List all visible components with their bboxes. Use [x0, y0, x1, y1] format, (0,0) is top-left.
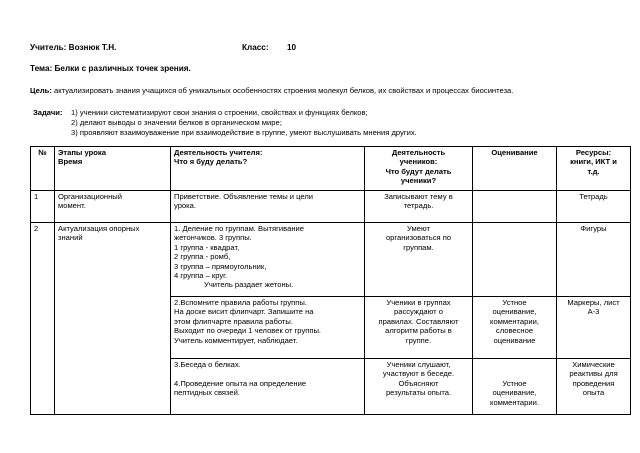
teacher-name: Учитель: Вознюк Т.Н.: [30, 43, 117, 52]
row2a-students: Умеют организоваться по группам.: [365, 223, 473, 297]
col-stage: Этапы урока Время: [55, 147, 171, 191]
table-row: [31, 191, 631, 223]
row2a-teacher: 1. Деление по группам. Вытягивание жетончиков. 3 группы. 1 группа - квадрат, 2 группа - ромб, 3 группа – прямоугольник, 4 группа – круг. Учитель раздает жетоны.: [171, 223, 365, 297]
col-students: Деятельность учеников: Что будут делать ученики?: [365, 147, 473, 191]
task-1: 1) ученики систематизируют свои знания о строении, свойствах и функциях белков;: [71, 108, 368, 117]
row1-num: 1: [31, 191, 55, 223]
row1-resources: Тетрадь: [557, 191, 631, 223]
lesson-plan-table: [30, 146, 631, 415]
row2c-teacher: 3.Беседа о белках. 4.Проведение опыта на определение пептидных связей.: [171, 359, 365, 415]
goal: [30, 86, 513, 95]
row2b-teacher: 2.Вспомните правила работы группы. На доске висит флипчарт. Запишите на этом флипчарте правила работы. Выходит по очереди 1 человек от группы. Учитель комментирует, наблюдает.: [171, 297, 365, 359]
row2b-resources: Маркеры, лист А-3: [557, 297, 631, 359]
row2a-assessment: [473, 223, 557, 297]
row2a-resources: Фигуры: [557, 223, 631, 297]
row2c-resources: Химические реактивы для проведения опыта: [557, 359, 631, 415]
class-label: Класс:: [242, 43, 269, 52]
row1-teacher: Приветствие. Объявление темы и цели урока.: [171, 191, 365, 223]
row1-assessment: [473, 191, 557, 223]
goal-text: актуализировать знания учащихся об уникальных особенностях строения молекул белков, их свойствах и процессах биосинтеза.: [54, 86, 514, 95]
tasks-label: Задачи:: [33, 108, 63, 117]
table-row: [31, 223, 631, 297]
topic: Тема: Белки с различных точек зрения.: [30, 64, 191, 73]
col-assessment: Оценивание: [473, 147, 557, 191]
row2b-assessment: Устное оценивание, комментарии, словесное оценивание: [473, 297, 557, 359]
row2-stage: Актуализация опорных знаний: [55, 223, 171, 415]
row2-num: 2: [31, 223, 55, 415]
class-value: 10: [287, 43, 297, 52]
goal-label: Цель:: [30, 86, 52, 95]
row2c-assessment: Устное оценивание, комментарии.: [473, 359, 557, 415]
row2c-students: Ученики слушают, участвуют в беседе. Объясняют результаты опыта.: [365, 359, 473, 415]
col-resources: Ресурсы: книги, ИКТ и т.д.: [557, 147, 631, 191]
row1-students: Записывают тему в тетрадь.: [365, 191, 473, 223]
row2b-students: Ученики в группах рассуждают о правилах. Составляют алгоритм работы в группе.: [365, 297, 473, 359]
col-teacher: Деятельность учителя: Что я буду делать?: [171, 147, 365, 191]
task-2: 2) делают выводы о значении белков в органическом мире;: [71, 118, 282, 127]
table-header-row: [31, 147, 631, 191]
row1-stage: Организационный момент.: [55, 191, 171, 223]
task-3: 3) проявляют взаимоуважение при взаимодействие в группе, умеют выслушивать мнения других.: [71, 128, 417, 137]
col-num: №: [31, 147, 55, 191]
